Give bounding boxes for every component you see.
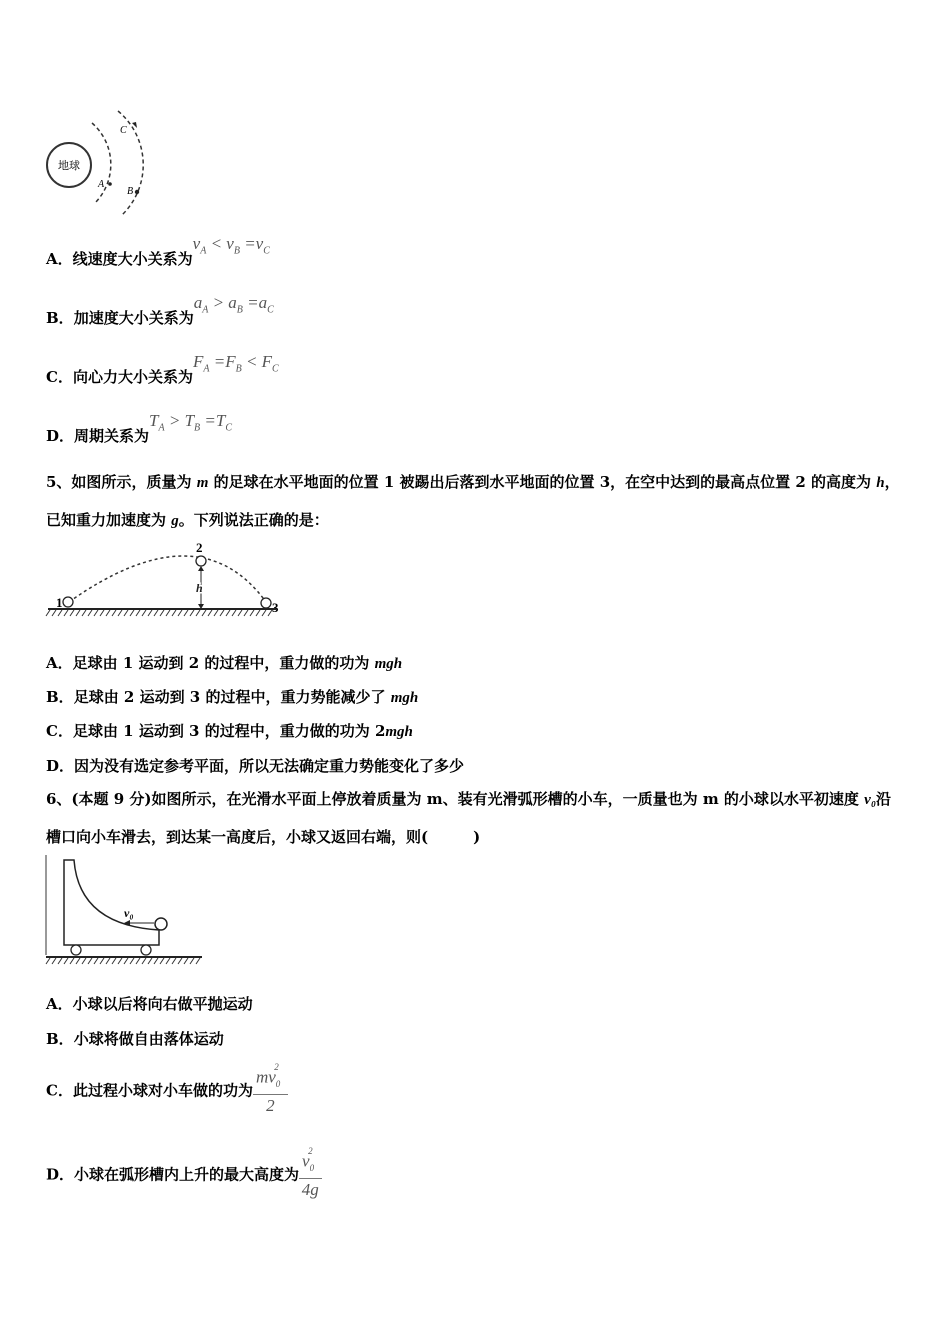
ball-3 [261, 598, 271, 608]
q5-stem: 5、如图所示，质量为 m 的足球在水平地面的位置 1 被踢出后落到水平地面的位置 3，在空中达到的最高点位置 2 的高度为 h，已知重力加速度为 g。下列说法正确的是： [46, 473, 900, 529]
q6-option-c: C．此过程小球对小车做的功为 $\frac{mv_0^2}{2}$ [46, 1063, 288, 1117]
cart-wheel-right [141, 945, 151, 955]
option-a-expr: $v_A < v_B =v_C$ [192, 234, 270, 257]
q4-option-d: D．周期关系为$T_A > T_B =T_C$ [46, 411, 233, 445]
label-a: A [98, 179, 105, 190]
q4-option-a: A．线速度大小关系为$v_A < v_B =v_C$ [46, 234, 270, 268]
svg-text:2: 2 [196, 540, 203, 555]
q4-option-c: C．向心力大小关系为$F_A =F_B < F_C$ [46, 352, 279, 386]
option-c-fraction: $\frac{mv_0^2}{2}$ [253, 1063, 288, 1117]
q6-option-d: D．小球在弧形槽内上升的最大高度为 $\frac{v_0^2}{4g}$ [46, 1147, 322, 1201]
q5-option-c: C．足球由 1 运动到 3 的过程中，重力做的功为 2mgh [46, 722, 413, 740]
orbit-figure [40, 105, 160, 223]
svg-text:h: h [196, 581, 203, 595]
svg-text:3: 3 [272, 600, 279, 615]
cart-figure [44, 855, 209, 967]
cart-body [64, 860, 159, 945]
cart-wheel-left [71, 945, 81, 955]
earth-label: 地球 [58, 159, 80, 172]
trajectory-figure [44, 540, 284, 622]
option-d-fraction: $\frac{v_0^2}{4g}$ [299, 1147, 322, 1201]
q6-option-b: B．小球将做自由落体运动 [46, 1030, 224, 1048]
q5-option-a: A．足球由 1 运动到 2 的过程中，重力做的功为 mgh [46, 654, 403, 672]
q5-option-d: D．因为没有选定参考平面，所以无法确定重力势能变化了多少 [46, 757, 465, 775]
inner-orbit [92, 123, 111, 203]
svg-text:1: 1 [56, 595, 63, 610]
label-c: C [120, 125, 127, 136]
q5-option-b: B．足球由 2 运动到 3 的过程中，重力势能减少了 mgh [46, 688, 419, 706]
option-b-expr: $a_A > a_B =a_C$ [193, 293, 274, 316]
q6-option-a: A．小球以后将向右做平抛运动 [46, 995, 253, 1013]
label-b: B [127, 186, 134, 197]
trajectory-path [69, 556, 266, 602]
ball-1 [63, 597, 73, 607]
q4-option-b: B．加速度大小关系为$a_A > a_B =a_C$ [46, 293, 274, 327]
small-ball [155, 918, 167, 930]
option-d-expr: $T_A > T_B =T_C$ [149, 411, 233, 434]
option-c-expr: $F_A =F_B < F_C$ [192, 352, 279, 375]
ball-2 [196, 556, 206, 566]
q6-stem: 6、(本题 9 分)如图所示，在光滑水平面上停放着质量为 m、装有光滑弧形槽的小车，一质量也为 m 的小球以水平初速度 v₀沿槽口向小车滑去，到达某一高度后，小球又返回右端，则( ) [46, 790, 892, 846]
svg-text:v₀: v₀ [124, 906, 134, 920]
